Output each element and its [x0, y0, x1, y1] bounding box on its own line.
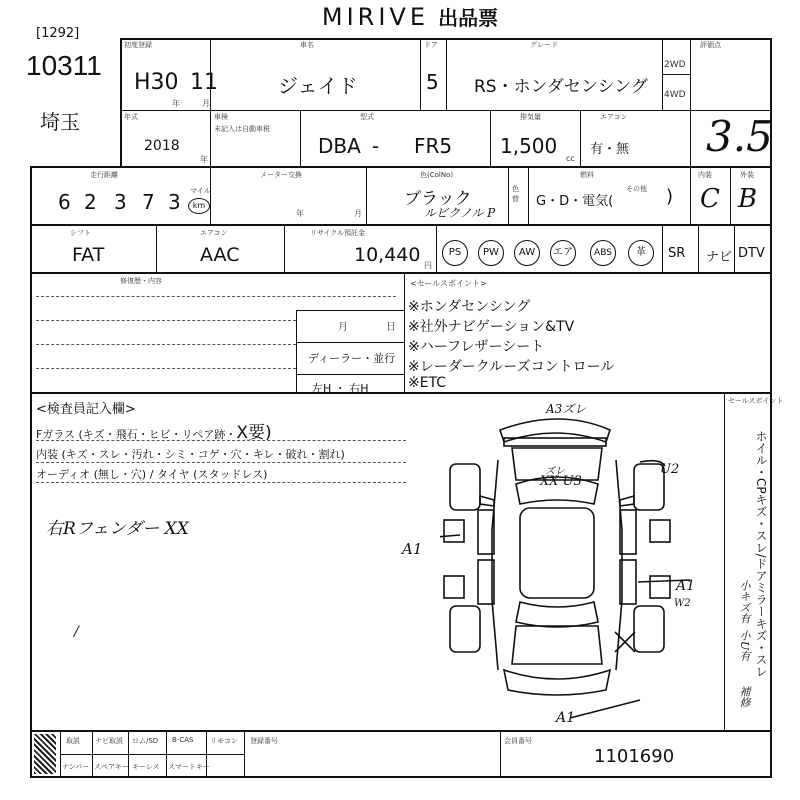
mileage-digit-2: 2 — [84, 190, 97, 214]
option-dtv: DTV — [738, 246, 765, 261]
inspection-heading: <検査員記入欄> — [36, 402, 136, 417]
first-registration-month: 11 — [190, 70, 218, 95]
dealer-label: ディーラー・並行 — [308, 352, 396, 365]
option-pw-circled: PW — [478, 240, 504, 266]
footer-manual: 取説 — [66, 737, 80, 745]
region-label: 埼玉 — [40, 110, 80, 134]
option-leather-circled: 革 — [628, 240, 654, 266]
cc-unit: cc — [566, 154, 575, 163]
model-name: ジェイド — [278, 74, 358, 98]
model-code-dash: - — [372, 134, 380, 158]
repair-day-label: 日 — [386, 322, 396, 333]
mileage-digit-4: 7 — [142, 190, 155, 214]
fuel-equipment: G・D・電気( — [536, 194, 614, 209]
drive-4wd: 4WD — [664, 90, 686, 100]
displacement: 1,500 — [500, 134, 558, 158]
door-count: 5 — [426, 70, 439, 94]
month-suffix: 月 — [202, 99, 210, 108]
km-label: km — [192, 201, 206, 210]
member-number-label: 会員番号 — [504, 737, 532, 745]
selling-point-2: ※社外ナビゲーション&TV — [408, 319, 575, 335]
option-sr: SR — [668, 246, 686, 261]
recycle-fee-yen: 円 — [424, 261, 432, 270]
year-suffix: 年 — [172, 99, 180, 108]
diagram-label-u2: U2 — [660, 462, 680, 477]
color-code: ルビクノル P — [424, 206, 496, 220]
glass-mark: X要) — [236, 423, 272, 443]
fuel-close-paren: ) — [666, 186, 674, 207]
model-year-suffix: 年 — [200, 155, 208, 164]
glass-line-text: Fガラス (キズ・飛石・ヒビ・リペア跡・ — [36, 428, 237, 441]
member-number: 1101690 — [594, 746, 675, 767]
meter-year-label: 年 — [296, 209, 304, 218]
grade-name: RS・ホンダセンシング — [474, 77, 648, 97]
lot-number: 10311 — [26, 50, 102, 81]
diagram-label-a1-bottom: A1 — [556, 710, 576, 726]
option-ps-circled: PS — [442, 240, 468, 266]
footer-smart-key: スマートキー — [168, 763, 210, 771]
footer-rom-sd: ロム/SD — [132, 737, 159, 745]
handwritten-damage-note: 右Rフェンダー XX — [46, 519, 189, 539]
footer-registration: 登録番号 — [250, 737, 278, 745]
option-aw-circled: AW — [514, 240, 540, 266]
selling-point-3: ※ハーフレザーシート — [408, 339, 545, 355]
color-name: ブラック — [404, 189, 472, 209]
mileage-digit-5: 3 — [168, 190, 181, 214]
meter-month-label: 月 — [354, 209, 362, 218]
diagram-label-xx-u3: XX U3 — [540, 474, 582, 489]
diagram-label-a3: A3ズレ — [546, 402, 587, 416]
form-title-text: 出品票 — [438, 6, 499, 30]
interior-line: 内装 (キズ・スレ・汚れ・シミ・コゲ・穴・キレ・破れ・割れ) — [36, 448, 345, 461]
option-aircon-circled: エア — [550, 240, 576, 266]
note-repair: 補修 — [738, 686, 751, 708]
option-abs-circled: ABS — [590, 240, 616, 266]
recycle-fee: 10,440 — [354, 244, 421, 266]
diagram-label-zure: ズレ — [545, 466, 565, 477]
selling-points-heading: <セールスポイント> — [410, 279, 487, 288]
model-code: FR5 — [414, 134, 453, 158]
note-small-scratch: 小キズ有 — [738, 580, 751, 624]
evaluation-score: 3.5 — [706, 112, 773, 161]
mileage-digit-1: 6 — [58, 190, 71, 214]
fuel-other-label: その他 — [626, 185, 647, 193]
footer-keyless: キーレス — [132, 763, 160, 771]
option-navi: ナビ — [706, 250, 733, 265]
form-title — [270, 2, 550, 32]
qr-code — [34, 734, 56, 774]
interior-grade: C — [700, 184, 720, 214]
audio-tire-line: オーディオ (無し・穴) / タイヤ (スタッドレス) — [36, 468, 268, 481]
handle-label: 左H ・ 右H — [312, 382, 369, 395]
wheel-mirror-note: ホイル・CPキズ・スレ/ドアミラーキズ・スレ — [754, 430, 768, 678]
first-registration-era-year: H30 — [134, 70, 179, 95]
lot-bracket: [1292] — [36, 26, 80, 41]
selling-point-4: ※レーダークルーズコントロール — [408, 359, 615, 375]
footer-spare-key: スペアキー — [94, 763, 129, 771]
diagram-label-a1-right: A1 — [676, 578, 696, 594]
exterior-grade: B — [738, 184, 758, 214]
note-small-dent: 小U有 — [738, 630, 751, 662]
model-code-prefix: DBA — [318, 134, 361, 158]
mileage-unit-km — [188, 198, 210, 214]
selling-point-5: ※ETC — [408, 375, 447, 391]
aircon-availability: 有・無 — [590, 142, 630, 157]
footer-plate: ナンバー — [62, 763, 90, 771]
repair-month-label: 月 — [338, 322, 348, 333]
diagram-label-w2: W2 — [674, 598, 691, 609]
footer-remote: リモコン — [210, 737, 238, 745]
brand-logo: MIRIVE — [321, 3, 430, 31]
mileage-unit-mile: マイル — [190, 187, 211, 195]
color-change-label: 色替 — [512, 185, 519, 203]
model-year: 2018 — [144, 138, 180, 154]
selling-point-1: ※ホンダセンシング — [408, 299, 531, 315]
footer-navi-manual: ナビ取説 — [95, 737, 123, 745]
transmission: FAT — [72, 244, 105, 266]
drive-2wd: 2WD — [664, 60, 686, 70]
footer-bcas: B-CAS — [172, 736, 194, 744]
mileage-digit-3: 3 — [114, 190, 127, 214]
car-diagram — [440, 400, 730, 725]
aircon-type: AAC — [200, 244, 240, 266]
diagram-label-a1-left: A1 — [402, 540, 423, 558]
